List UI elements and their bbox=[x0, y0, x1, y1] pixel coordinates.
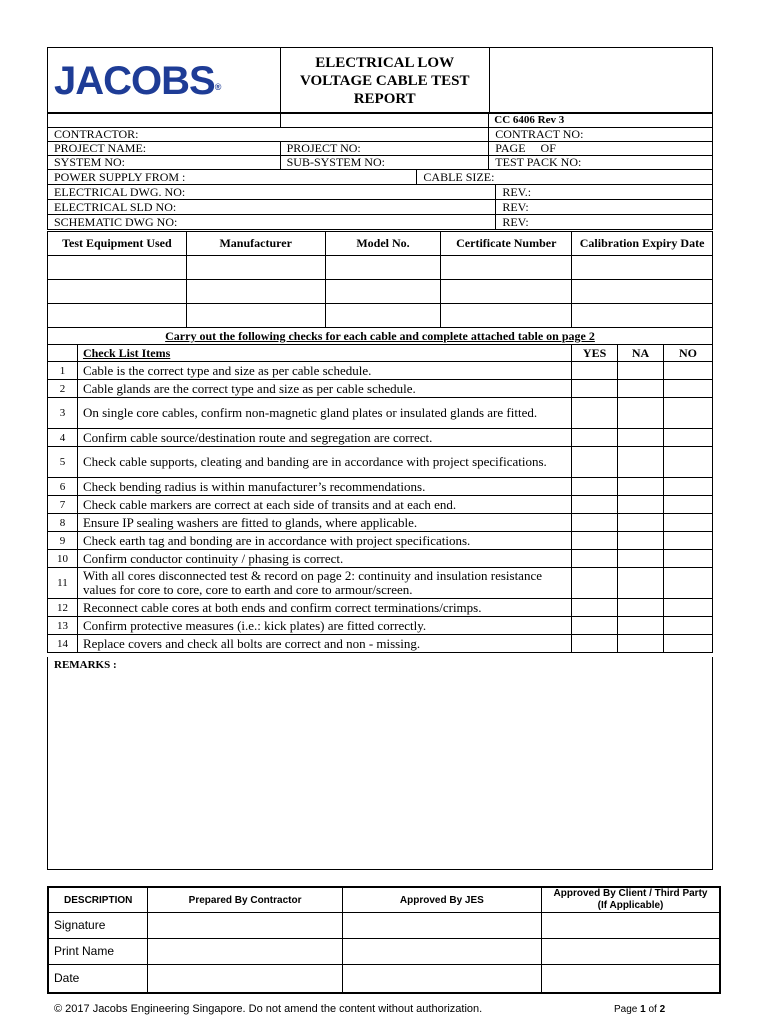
equip-row bbox=[48, 280, 713, 304]
drawing-table bbox=[47, 184, 713, 230]
blank-cell bbox=[48, 113, 281, 128]
check-yes-cell[interactable] bbox=[572, 617, 618, 635]
checklist-row bbox=[48, 617, 713, 635]
equip-row bbox=[48, 256, 713, 280]
electrical-dwg-field[interactable]: ELECTRICAL DWG. NO: bbox=[48, 185, 496, 200]
checklist-row bbox=[48, 532, 713, 550]
check-text: With all cores disconnected test & record on page 2: continuity and insulation resistance values for core to core, core to earth and core to armour/screen. bbox=[77, 568, 571, 599]
checklist-row bbox=[48, 429, 713, 447]
check-na-cell[interactable] bbox=[618, 380, 664, 398]
check-na-cell[interactable] bbox=[618, 496, 664, 514]
print-name-label: Print Name bbox=[48, 939, 148, 965]
check-number: 3 bbox=[48, 398, 78, 429]
equip-header-test-equipment: Test Equipment Used bbox=[48, 232, 187, 256]
cable-size-field[interactable]: CABLE SIZE: bbox=[417, 170, 713, 185]
client-header-line2: (If Applicable) bbox=[597, 900, 664, 911]
doc-code-row bbox=[47, 112, 713, 128]
signature-label: Signature bbox=[48, 913, 148, 939]
signoff-table bbox=[47, 886, 721, 994]
equip-cell[interactable] bbox=[48, 280, 187, 304]
check-text: Cable is the correct type and size as per cable schedule. bbox=[77, 362, 571, 380]
check-no-cell[interactable] bbox=[664, 380, 713, 398]
copyright-notice: © 2017 Jacobs Engineering Singapore. Do not amend the content without authorization. bbox=[54, 1003, 483, 1015]
check-no-cell[interactable] bbox=[664, 514, 713, 532]
check-no-cell[interactable] bbox=[664, 635, 713, 653]
check-yes-cell[interactable] bbox=[572, 362, 618, 380]
equip-header-model-no: Model No. bbox=[325, 232, 441, 256]
check-no-cell[interactable] bbox=[664, 568, 713, 599]
remarks-label: REMARKS : bbox=[54, 659, 117, 671]
logo-text: JACOBS bbox=[54, 58, 215, 103]
date-label: Date bbox=[48, 965, 148, 993]
system-no-field[interactable]: SYSTEM NO: bbox=[48, 156, 281, 170]
page-prefix: Page bbox=[614, 1004, 641, 1015]
contractor-signature-cell[interactable] bbox=[148, 913, 342, 939]
test-pack-no-field[interactable]: TEST PACK NO: bbox=[489, 156, 713, 170]
equip-header-manufacturer: Manufacturer bbox=[186, 232, 325, 256]
check-no-cell[interactable] bbox=[664, 599, 713, 617]
check-number: 5 bbox=[48, 447, 78, 478]
sub-system-no-field[interactable]: SUB-SYSTEM NO: bbox=[280, 156, 489, 170]
report-title: ELECTRICAL LOW VOLTAGE CABLE TEST REPORT bbox=[299, 54, 470, 107]
check-text: Confirm conductor continuity / phasing is correct. bbox=[77, 550, 571, 568]
equip-cell[interactable] bbox=[186, 256, 325, 280]
checklist-row bbox=[48, 550, 713, 568]
check-yes-cell[interactable] bbox=[572, 599, 618, 617]
checklist-body bbox=[48, 362, 713, 653]
test-equipment-table bbox=[47, 231, 713, 328]
checklist-row bbox=[48, 380, 713, 398]
client-header-line1: Approved By Client / Third Party bbox=[553, 888, 708, 899]
doc-code: CC 6406 Rev 3 bbox=[489, 113, 713, 128]
checklist-row bbox=[48, 568, 713, 599]
check-number: 4 bbox=[48, 429, 78, 447]
header-table bbox=[47, 47, 713, 114]
check-text: Ensure IP sealing washers are fitted to glands, where applicable. bbox=[77, 514, 571, 532]
schematic-dwg-field[interactable]: SCHEMATIC DWG NO: bbox=[48, 215, 496, 230]
check-yes-cell[interactable] bbox=[572, 532, 618, 550]
check-number: 7 bbox=[48, 496, 78, 514]
checklist-row bbox=[48, 362, 713, 380]
title-cell bbox=[280, 48, 489, 114]
check-yes-cell[interactable] bbox=[572, 478, 618, 496]
page-of-field[interactable]: PAGE OF bbox=[489, 142, 713, 156]
equip-header-calibration: Calibration Expiry Date bbox=[572, 232, 713, 256]
check-no-cell[interactable] bbox=[664, 532, 713, 550]
check-na-cell[interactable] bbox=[618, 447, 664, 478]
check-na-cell[interactable] bbox=[618, 568, 664, 599]
checklist-row bbox=[48, 599, 713, 617]
check-number: 14 bbox=[48, 635, 78, 653]
check-no-cell[interactable] bbox=[664, 398, 713, 429]
check-number: 8 bbox=[48, 514, 78, 532]
check-text: Check bending radius is within manufacturer’s recommendations. bbox=[77, 478, 571, 496]
check-text: Reconnect cable cores at both ends and confirm correct terminations/crimps. bbox=[77, 599, 571, 617]
check-text: Confirm cable source/destination route and segregation are correct. bbox=[77, 429, 571, 447]
client-signature-cell[interactable] bbox=[542, 913, 720, 939]
no-header: NO bbox=[664, 345, 713, 362]
page-number bbox=[614, 1004, 665, 1015]
check-yes-cell[interactable] bbox=[572, 380, 618, 398]
check-number: 11 bbox=[48, 568, 78, 599]
blank-header-cell bbox=[489, 48, 712, 114]
yes-header: YES bbox=[572, 345, 618, 362]
equip-cell[interactable] bbox=[186, 304, 325, 328]
checklist-row bbox=[48, 514, 713, 532]
check-yes-cell[interactable] bbox=[572, 568, 618, 599]
jacobs-logo bbox=[54, 59, 220, 103]
equip-header-certificate: Certificate Number bbox=[441, 232, 572, 256]
check-number: 13 bbox=[48, 617, 78, 635]
logo-cell bbox=[48, 48, 281, 114]
check-number: 10 bbox=[48, 550, 78, 568]
project-no-field[interactable]: PROJECT NO: bbox=[280, 142, 489, 156]
check-text: On single core cables, confirm non-magnetic gland plates or insulated glands are fitted. bbox=[77, 398, 571, 429]
check-text: Check cable markers are correct at each side of transits and at each end. bbox=[77, 496, 571, 514]
rev-field-1[interactable]: REV.: bbox=[496, 185, 713, 200]
checklist-row bbox=[48, 635, 713, 653]
equip-cell[interactable] bbox=[572, 304, 713, 328]
num-header bbox=[48, 345, 78, 362]
equip-cell[interactable] bbox=[572, 256, 713, 280]
check-yes-cell[interactable] bbox=[572, 447, 618, 478]
check-yes-cell[interactable] bbox=[572, 429, 618, 447]
check-no-cell[interactable] bbox=[664, 478, 713, 496]
check-no-cell[interactable] bbox=[664, 496, 713, 514]
check-text: Check earth tag and bonding are in accordance with project specifications. bbox=[77, 532, 571, 550]
checklist-instruction: Carry out the following checks for each cable and complete attached table on page 2 bbox=[48, 328, 713, 345]
client-header bbox=[542, 887, 720, 913]
equip-cell[interactable] bbox=[441, 280, 572, 304]
check-no-cell[interactable] bbox=[664, 429, 713, 447]
check-yes-cell[interactable] bbox=[572, 514, 618, 532]
rev-field-3[interactable]: REV: bbox=[496, 215, 713, 230]
check-number: 6 bbox=[48, 478, 78, 496]
check-na-cell[interactable] bbox=[618, 514, 664, 532]
remarks-box[interactable] bbox=[47, 657, 713, 870]
check-na-cell[interactable] bbox=[618, 478, 664, 496]
check-yes-cell[interactable] bbox=[572, 635, 618, 653]
check-yes-cell[interactable] bbox=[572, 550, 618, 568]
equip-cell[interactable] bbox=[325, 256, 441, 280]
check-no-cell[interactable] bbox=[664, 447, 713, 478]
check-number: 12 bbox=[48, 599, 78, 617]
equip-cell[interactable] bbox=[48, 256, 187, 280]
equip-cell[interactable] bbox=[441, 304, 572, 328]
checklist-row bbox=[48, 398, 713, 429]
check-no-cell[interactable] bbox=[664, 617, 713, 635]
blank-cell bbox=[280, 113, 489, 128]
check-items-header: Check List Items bbox=[77, 345, 571, 362]
check-text: Cable glands are the correct type and size as per cable schedule. bbox=[77, 380, 571, 398]
contractor-date-cell[interactable] bbox=[148, 965, 342, 993]
contract-no-field[interactable]: CONTRACT NO: bbox=[489, 128, 713, 142]
contractor-header: Prepared By Contractor bbox=[148, 887, 342, 913]
checklist-row bbox=[48, 496, 713, 514]
power-supply-table bbox=[47, 169, 713, 185]
equip-cell[interactable] bbox=[48, 304, 187, 328]
check-yes-cell[interactable] bbox=[572, 398, 618, 429]
equip-row bbox=[48, 304, 713, 328]
check-number: 2 bbox=[48, 380, 78, 398]
power-supply-field[interactable]: POWER SUPPLY FROM : bbox=[48, 170, 417, 185]
checklist-row bbox=[48, 447, 713, 478]
check-text: Replace covers and check all bolts are correct and non - missing. bbox=[77, 635, 571, 653]
client-name-cell[interactable] bbox=[542, 939, 720, 965]
description-header: DESCRIPTION bbox=[48, 887, 148, 913]
checklist-table bbox=[47, 327, 713, 653]
page-total: 2 bbox=[659, 1004, 666, 1015]
page-current: 1 bbox=[640, 1004, 646, 1015]
check-no-cell[interactable] bbox=[664, 362, 713, 380]
jes-date-cell[interactable] bbox=[342, 965, 541, 993]
equip-cell[interactable] bbox=[572, 280, 713, 304]
registered-mark: ® bbox=[214, 81, 221, 92]
jes-name-cell[interactable] bbox=[342, 939, 541, 965]
equip-cell[interactable] bbox=[325, 304, 441, 328]
page-of-text: of bbox=[645, 1004, 660, 1015]
equip-cell[interactable] bbox=[325, 280, 441, 304]
check-na-cell[interactable] bbox=[618, 599, 664, 617]
check-text: Check cable supports, cleating and banding are in accordance with project specifications. bbox=[77, 447, 571, 478]
equip-cell[interactable] bbox=[186, 280, 325, 304]
equip-cell[interactable] bbox=[441, 256, 572, 280]
jes-signature-cell[interactable] bbox=[342, 913, 541, 939]
check-yes-cell[interactable] bbox=[572, 496, 618, 514]
contractor-field[interactable]: CONTRACTOR: bbox=[48, 128, 489, 142]
check-na-cell[interactable] bbox=[618, 429, 664, 447]
check-na-cell[interactable] bbox=[618, 635, 664, 653]
check-no-cell[interactable] bbox=[664, 550, 713, 568]
jes-header: Approved By JES bbox=[342, 887, 541, 913]
check-na-cell[interactable] bbox=[618, 532, 664, 550]
checklist-row bbox=[48, 478, 713, 496]
check-na-cell[interactable] bbox=[618, 398, 664, 429]
check-text: Confirm protective measures (i.e.: kick plates) are fitted correctly. bbox=[77, 617, 571, 635]
check-na-cell[interactable] bbox=[618, 362, 664, 380]
check-na-cell[interactable] bbox=[618, 550, 664, 568]
check-number: 9 bbox=[48, 532, 78, 550]
project-name-field[interactable]: PROJECT NAME: bbox=[48, 142, 281, 156]
client-date-cell[interactable] bbox=[542, 965, 720, 993]
na-header: NA bbox=[618, 345, 664, 362]
check-number: 1 bbox=[48, 362, 78, 380]
electrical-sld-field[interactable]: ELECTRICAL SLD NO: bbox=[48, 200, 496, 215]
project-info-table bbox=[47, 127, 713, 170]
check-na-cell[interactable] bbox=[618, 617, 664, 635]
rev-field-2[interactable]: REV: bbox=[496, 200, 713, 215]
contractor-name-cell[interactable] bbox=[148, 939, 342, 965]
